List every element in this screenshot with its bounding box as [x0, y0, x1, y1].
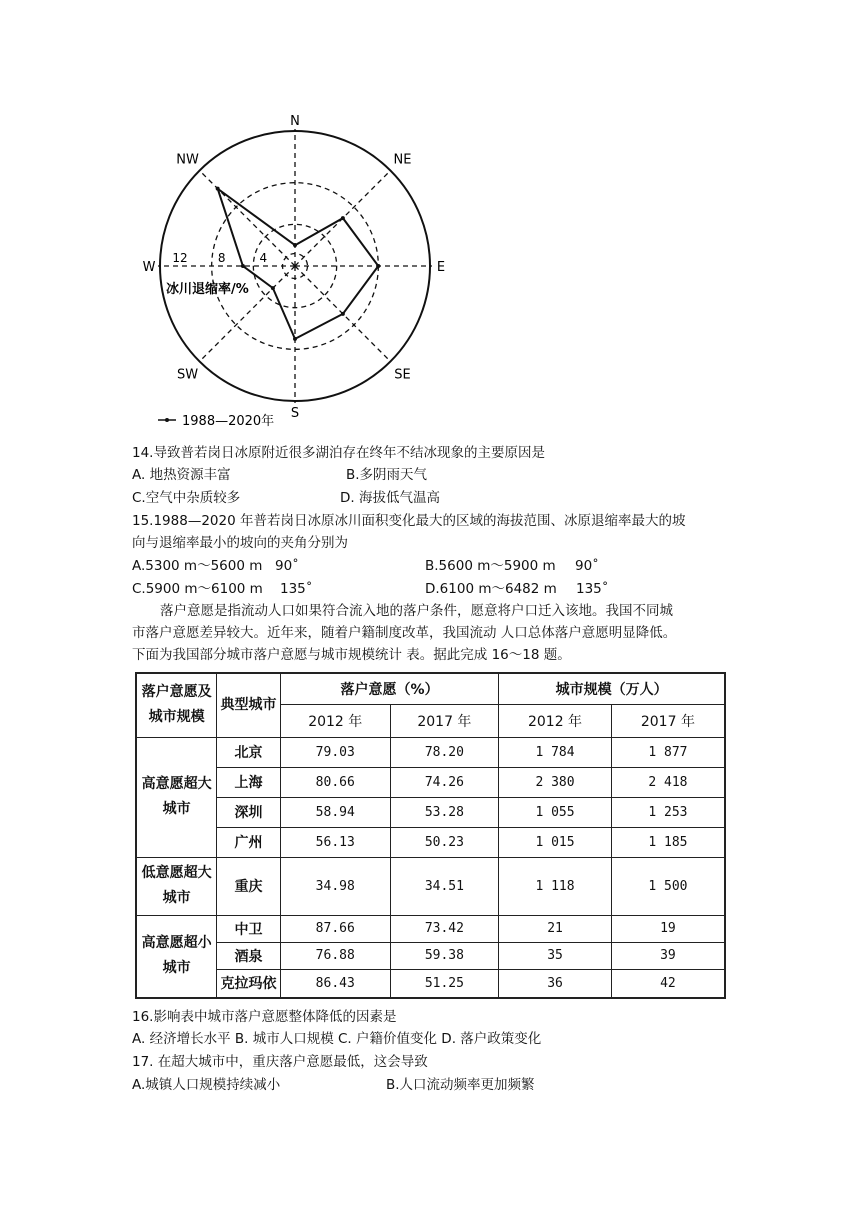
header-scale-2017: 2017 年 [611, 704, 725, 737]
q15-option-d[interactable]: D.6100 m～6482 m [425, 581, 557, 597]
scale-2017-cell: 1 253 [611, 797, 725, 827]
q15-option-a[interactable]: A.5300 m～5600 m [132, 558, 263, 574]
city-cell: 北京 [217, 737, 281, 767]
direction-label-sw: SW [176, 367, 199, 383]
group-label: 高意愿超小城市 [136, 915, 217, 998]
table-row [136, 857, 725, 915]
scale-2012-cell: 35 [499, 942, 612, 969]
direction-label-e: E [436, 260, 446, 275]
city-cell: 中卫 [217, 915, 281, 942]
glacier-retreat-radar [138, 108, 458, 434]
will-2017-cell: 74.26 [390, 767, 499, 797]
direction-label-w: W [142, 260, 156, 275]
q15-option-a-angle: 90˚ [275, 558, 299, 574]
direction-label-se: SE [394, 367, 411, 383]
scale-2012-cell: 2 380 [499, 767, 612, 797]
direction-label-s: S [290, 406, 300, 421]
table-row [136, 942, 725, 969]
legend-text: 1988—2020年 [182, 414, 275, 429]
passage-line3: 下面为我国部分城市落户意愿与城市规模统计 表。据此完成 16～18 题。 [132, 647, 571, 663]
will-2012-cell: 34.98 [280, 857, 390, 915]
will-2017-cell: 34.51 [390, 857, 499, 915]
scale-2012-cell: 21 [499, 915, 612, 942]
will-2012-cell: 56.13 [280, 827, 390, 857]
will-2012-cell: 58.94 [280, 797, 390, 827]
q17-option-a[interactable]: A.城镇人口规模持续减小 [132, 1077, 281, 1093]
will-2017-cell: 51.25 [390, 969, 499, 998]
axis-label: 冰川退缩率/% [166, 282, 249, 297]
header-city: 典型城市 [217, 673, 281, 737]
scale-2012-cell: 1 055 [499, 797, 612, 827]
scale-2017-cell: 1 500 [611, 857, 725, 915]
q15-option-b-angle: 90˚ [575, 558, 599, 574]
will-2017-cell: 78.20 [390, 737, 499, 767]
direction-label-ne: NE [393, 152, 412, 168]
city-cell: 广州 [217, 827, 281, 857]
radar-frame [158, 129, 432, 403]
scale-2012-cell: 1 784 [499, 737, 612, 767]
table-row [136, 737, 725, 767]
group-label: 低意愿超大城市 [136, 857, 217, 915]
will-2017-cell: 73.42 [390, 915, 499, 942]
scale-2017-cell: 1 185 [611, 827, 725, 857]
q14-option-b[interactable]: B.多阴雨天气 [346, 467, 428, 483]
q15-option-c[interactable]: C.5900 m～6100 m [132, 581, 263, 597]
header-will-2017: 2017 年 [390, 704, 499, 737]
q16-options[interactable]: A. 经济增长水平 B. 城市人口规模 C. 户籍价值变化 D. 落户政策变化 [132, 1031, 542, 1047]
scale-2017-cell: 2 418 [611, 767, 725, 797]
q14-stem: 14.导致普若岗日冰原附近很多湖泊存在终年不结冰现象的主要原因是 [132, 445, 545, 461]
passage-line2: 市落户意愿差异较大。近年来，随着户籍制度改革，我国流动 人口总体落户意愿明显降低。 [132, 625, 677, 641]
table-row [136, 969, 725, 998]
direction-label-n: N [290, 114, 300, 129]
tick-label: 4 [259, 251, 268, 265]
city-cell: 上海 [217, 767, 281, 797]
scale-2012-cell: 1 118 [499, 857, 612, 915]
table-row [136, 797, 725, 827]
direction-label-nw: NW [176, 152, 199, 168]
q15-stem-line2: 向与退缩率最小的坡向的夹角分别为 [132, 535, 348, 551]
scale-2017-cell: 42 [611, 969, 725, 998]
radar-legend [158, 413, 274, 429]
q15-option-b[interactable]: B.5600 m～5900 m [425, 558, 556, 574]
scale-2012-cell: 36 [499, 969, 612, 998]
city-cell: 酒泉 [217, 942, 281, 969]
header-scale: 城市规模（万人） [499, 673, 725, 704]
q14-option-c[interactable]: C.空气中杂质较多 [132, 490, 241, 506]
q17-stem: 17. 在超大城市中，重庆落户意愿最低，这会导致 [132, 1054, 428, 1070]
scale-2017-cell: 19 [611, 915, 725, 942]
will-2017-cell: 59.38 [390, 942, 499, 969]
table-row [136, 827, 725, 857]
scale-2017-cell: 1 877 [611, 737, 725, 767]
q14-option-a[interactable]: A. 地热资源丰富 [132, 467, 231, 483]
city-cell: 克拉玛依 [217, 969, 281, 998]
tick-label: 12 [172, 251, 188, 265]
table-row [136, 767, 725, 797]
q16-stem: 16.影响表中城市落户意愿整体降低的因素是 [132, 1009, 397, 1025]
q15-stem-line1: 15.1988—2020 年普若岗日冰原冰川面积变化最大的区域的海拔范围、冰原退缩率最大的坡 [132, 513, 686, 529]
q15-option-d-angle: 135˚ [576, 581, 609, 597]
city-cell: 重庆 [217, 857, 281, 915]
header-will-2012: 2012 年 [280, 704, 390, 737]
scale-2017-cell: 39 [611, 942, 725, 969]
header-category: 落户意愿及城市规模 [136, 673, 217, 737]
will-2012-cell: 87.66 [280, 915, 390, 942]
scale-2012-cell: 1 015 [499, 827, 612, 857]
q15-option-c-angle: 135˚ [280, 581, 313, 597]
city-cell: 深圳 [217, 797, 281, 827]
q17-option-b[interactable]: B.人口流动频率更加频繁 [386, 1077, 535, 1093]
settlement-statistics-table [135, 672, 726, 999]
tick-label: 8 [217, 251, 226, 265]
will-2017-cell: 50.23 [390, 827, 499, 857]
will-2012-cell: 76.88 [280, 942, 390, 969]
table-row [136, 915, 725, 942]
passage-line1: 落户意愿是指流动人口如果符合流入地的落户条件，愿意将户口迁入该地。我国不同城 [160, 603, 673, 619]
group-label: 高意愿超大城市 [136, 737, 217, 857]
will-2012-cell: 86.43 [280, 969, 390, 998]
will-2012-cell: 79.03 [280, 737, 390, 767]
axis-nw [201, 172, 295, 266]
will-2017-cell: 53.28 [390, 797, 499, 827]
q14-option-d[interactable]: D. 海拔低气温高 [340, 490, 440, 506]
header-willingness: 落户意愿（%） [280, 673, 498, 704]
axis-sw [201, 266, 295, 360]
will-2012-cell: 80.66 [280, 767, 390, 797]
header-scale-2012: 2012 年 [499, 704, 612, 737]
